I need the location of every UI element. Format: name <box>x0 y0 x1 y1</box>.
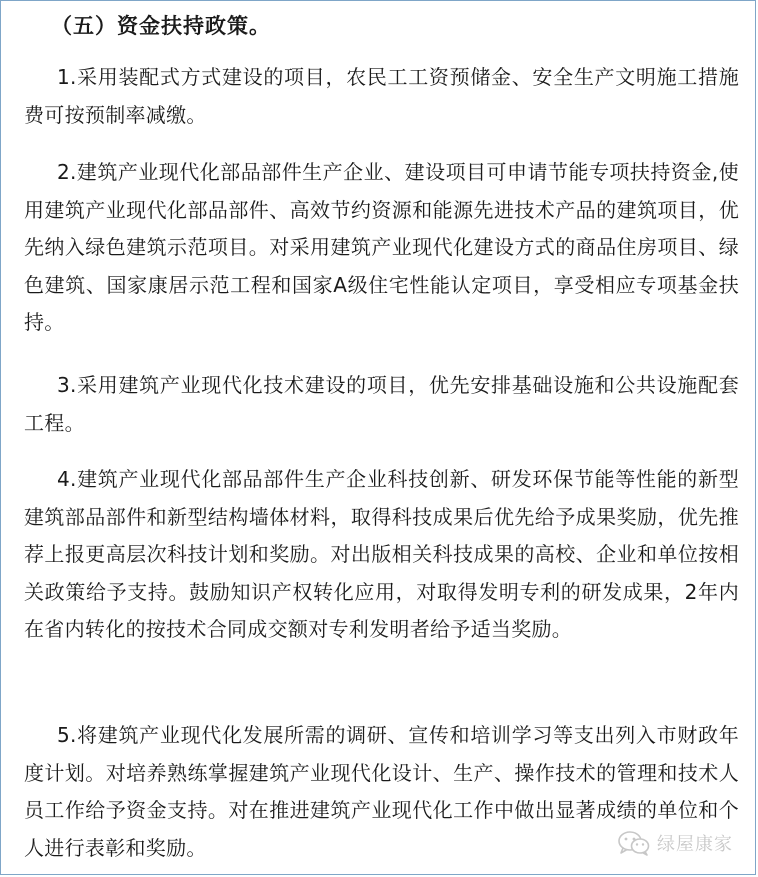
policy-paragraph-1: 1.采用装配式方式建设的项目，农民工工资预储金、安全生产文明施工措施费可按预制率减缴。 <box>24 65 739 127</box>
policy-paragraph-3: 3.采用建筑产业现代化技术建设的项目，优先安排基础设施和公共设施配套工程。 <box>24 373 739 435</box>
section-heading: （五）资金扶持政策。 <box>51 14 271 38</box>
policy-paragraph-4: 4.建筑产业现代化部品部件生产企业科技创新、研发环保节能等性能的新型建筑部品部件和新型结构墙体材料，取得科技成果后优先给予成果奖励，优先推荐上报更高层次科技计划和奖励。对出版相关科技成果的高校、企业和单位按相关政策给予支持。鼓励知识产权转化应用，对取得发明专利的研发成果，2年内在省内转化的按技术合同成交额对专利发明者给予适当奖励。 <box>24 467 739 641</box>
policy-paragraph-5: 5.将建筑产业现代化发展所需的调研、宣传和培训学习等支出列入市财政年度计划。对培养熟练掌握建筑产业现代化设计、生产、操作技术的管理和技术人员工作给予资金支持。对在推进建筑产业现代化工作中做出显著成绩的单位和个人进行表彰和奖励。 <box>24 723 739 860</box>
policy-paragraph-2: 2.建筑产业现代化部品部件生产企业、建设项目可申请节能专项扶持资金,使用建筑产业现代化部品部件、高效节约资源和能源先进技术产品的建筑项目，优先纳入绿色建筑示范项目。对采用建筑产业现代化建设方式的商品住房项目、绿色建筑、国家康居示范工程和国家A级住宅性能认定项目，享受相应专项基金扶持。 <box>24 160 739 334</box>
watermark <box>617 830 733 856</box>
wechat-icon <box>617 830 651 856</box>
watermark-text: 绿屋康家 <box>657 834 733 855</box>
